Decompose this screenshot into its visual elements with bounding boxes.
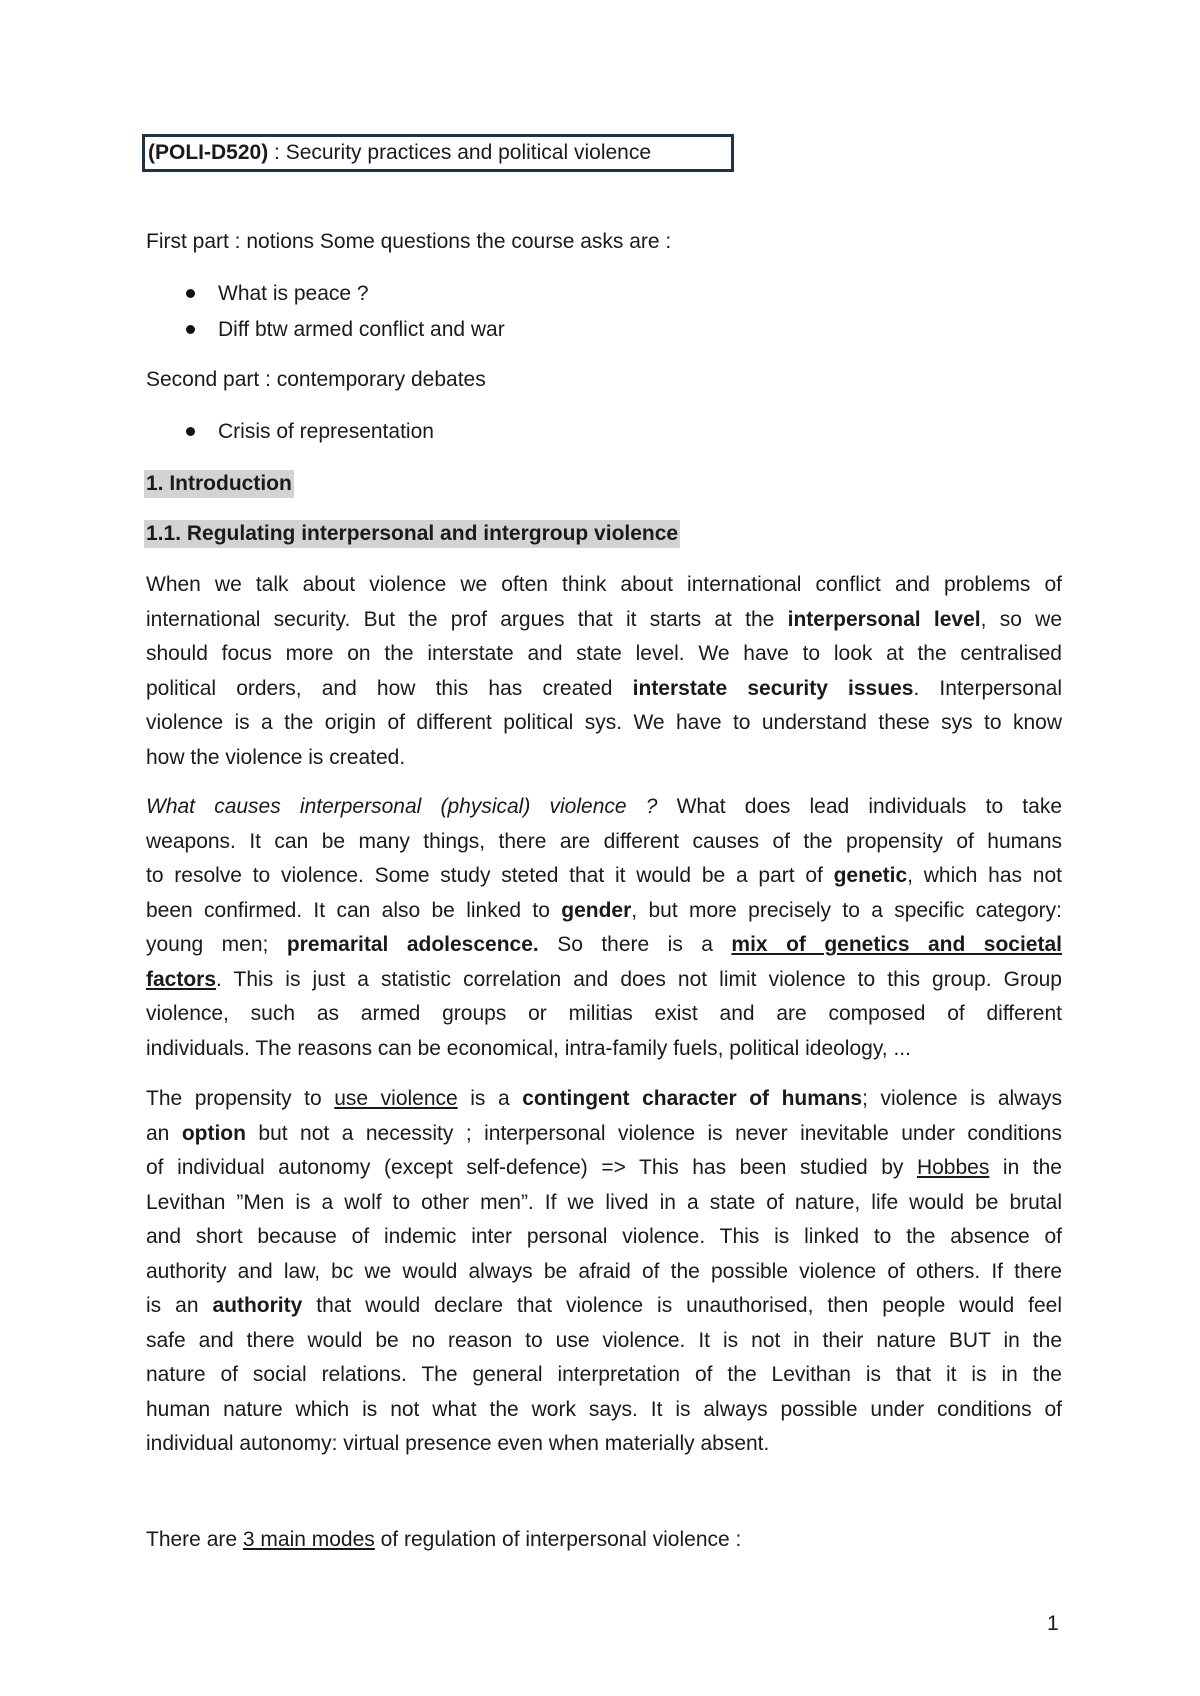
paragraph-line: should focus more on the interstate and state level. We have to look at the centralised — [146, 642, 1062, 665]
second-part-text: Second part : contemporary debates — [146, 368, 486, 391]
paragraph-line: Levithan ”Men is a wolf to other men”. If we lived in a state of nature, life would be brutal — [146, 1190, 1062, 1214]
bullet-dot — [186, 289, 195, 298]
paragraph-line: safe and there would be no reason to use violence. It is not in their nature BUT in the — [146, 1328, 1062, 1352]
page-number: 1 — [1047, 1612, 1059, 1635]
paragraph-line: of individual autonomy (except self-defence) => This has been studied by Hobbes in the — [146, 1156, 1062, 1179]
bullet-item: What is peace ? — [218, 282, 369, 305]
course-title-box — [142, 134, 734, 172]
paragraph-line: political orders, and how this has created interstate security issues. Interpersonal — [146, 676, 1063, 700]
first-part-text: First part : notions Some questions the course asks are : — [146, 230, 672, 253]
course-code: (POLI-D520) — [148, 141, 269, 164]
paragraph-line: how the violence is created. — [146, 745, 406, 769]
paragraph-line: human nature which is not what the work says. It is always possible under conditions of — [146, 1397, 1062, 1421]
paragraph-line: young men; premarital adolescence. So there is a mix of genetics and societal — [146, 933, 1062, 956]
paragraph-line: been confirmed. It can also be linked to gender, but more precisely to a specific category: — [146, 898, 1062, 922]
heading-introduction: 1. Introduction — [144, 470, 294, 498]
paragraph-line: When we talk about violence we often think about international conflict and problems of — [146, 573, 1062, 596]
paragraph-line: individual autonomy: virtual presence even when materially absent. — [146, 1432, 770, 1455]
paragraph-line: an option but not a necessity ; interpersonal violence is never inevitable under conditions — [146, 1121, 1062, 1145]
paragraph-line: to resolve to violence. Some study steted that it would be a part of genetic, which has not — [146, 864, 1062, 887]
modes-intro-line: There are 3 main modes of regulation of interpersonal violence : — [146, 1528, 742, 1551]
bullet-dot — [186, 427, 195, 436]
paragraph-line: factors. This is just a statistic correlation and does not limit violence to this group. Group — [146, 967, 1062, 991]
paragraph-3 — [146, 1082, 1062, 1462]
bullet-dot — [186, 325, 195, 334]
paragraph-line: The propensity to use violence is a contingent character of humans; violence is always — [146, 1087, 1063, 1110]
bullet-item: Crisis of representation — [218, 420, 434, 443]
paragraph-line: violence is a the origin of different political sys. We have to understand these sys to know — [146, 711, 1062, 734]
bullet-item: Diff btw armed conflict and war — [218, 318, 505, 341]
paragraph-line: What causes interpersonal (physical) violence ? What does lead individuals to take — [146, 795, 1062, 818]
paragraph-line: authority and law, bc we would always be afraid of the possible violence of others. If there — [146, 1259, 1062, 1283]
course-title: : Security practices and political violence — [268, 141, 652, 164]
paragraph-line: and short because of indemic inter personal violence. This is linked to the absence of — [146, 1225, 1062, 1248]
paragraph-line: individuals. The reasons can be economical, intra-family fuels, political ideology, ... — [146, 1036, 911, 1060]
heading-regulating-violence: 1.1. Regulating interpersonal and intergroup violence — [144, 520, 680, 548]
paragraph-line: international security. But the prof argues that it starts at the interpersonal level, so we — [146, 607, 1063, 631]
paragraph-line: violence, such as armed groups or militias exist and are composed of different — [146, 1002, 1062, 1025]
paragraph-2 — [146, 790, 1062, 1066]
paragraph-line: is an authority that would declare that violence is unauthorised, then people would feel — [146, 1294, 1062, 1317]
paragraph-line: weapons. It can be many things, there are different causes of the propensity of humans — [146, 829, 1062, 853]
paragraph-line: nature of social relations. The general interpretation of the Levithan is that it is in the — [146, 1363, 1062, 1386]
paragraph-1 — [146, 568, 1062, 775]
